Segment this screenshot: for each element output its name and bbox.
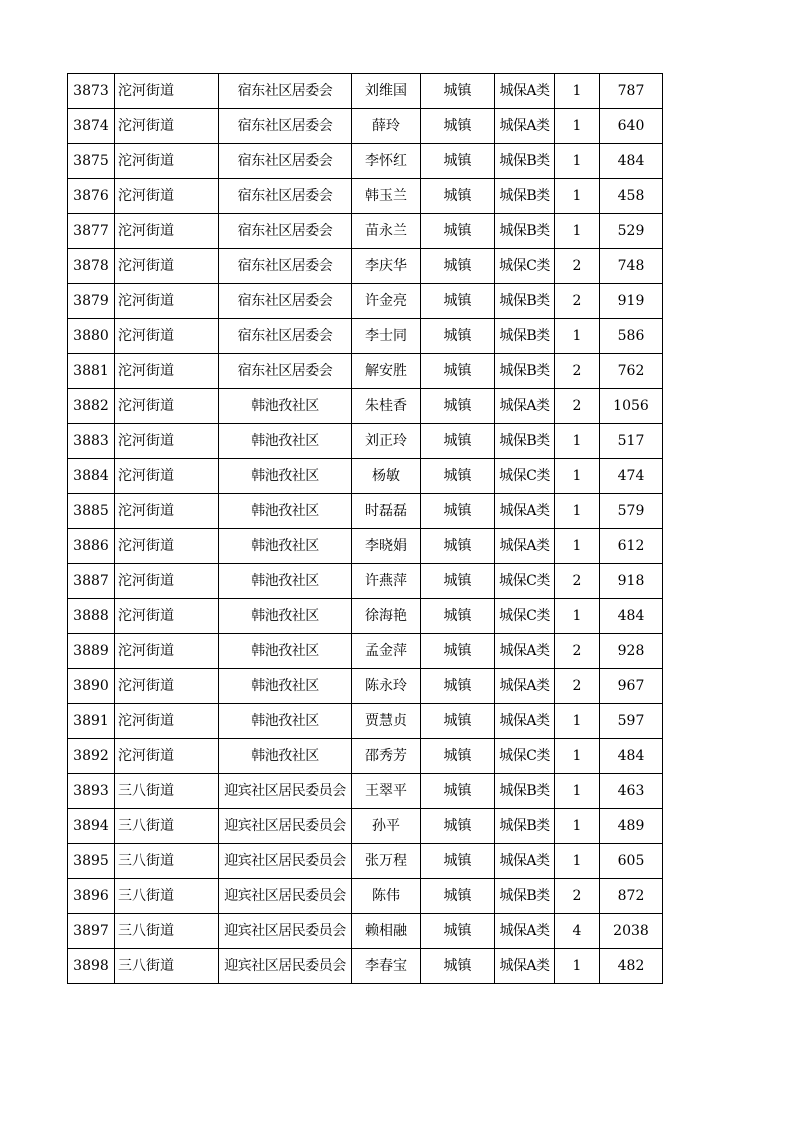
household-type-cell: 城镇 xyxy=(421,949,495,984)
count-cell: 1 xyxy=(555,774,600,809)
community-cell: 宿东社区居委会 xyxy=(219,249,352,284)
community-cell: 韩池孜社区 xyxy=(219,704,352,739)
street-cell: 沱河街道 xyxy=(115,494,219,529)
category-cell: 城保B类 xyxy=(495,774,555,809)
street-cell: 沱河街道 xyxy=(115,249,219,284)
street-cell: 沱河街道 xyxy=(115,319,219,354)
amount-cell: 474 xyxy=(600,459,663,494)
household-type-cell: 城镇 xyxy=(421,879,495,914)
category-cell: 城保B类 xyxy=(495,179,555,214)
household-type-cell: 城镇 xyxy=(421,634,495,669)
count-cell: 1 xyxy=(555,144,600,179)
category-cell: 城保A类 xyxy=(495,74,555,109)
table-row xyxy=(68,844,663,879)
category-cell: 城保B类 xyxy=(495,879,555,914)
category-cell: 城保C类 xyxy=(495,564,555,599)
household-type-cell: 城镇 xyxy=(421,809,495,844)
community-cell: 韩池孜社区 xyxy=(219,739,352,774)
row-number: 3878 xyxy=(68,249,115,284)
category-cell: 城保B类 xyxy=(495,424,555,459)
amount-cell: 517 xyxy=(600,424,663,459)
row-number: 3897 xyxy=(68,914,115,949)
table-row xyxy=(68,529,663,564)
amount-cell: 640 xyxy=(600,109,663,144)
row-number: 3884 xyxy=(68,459,115,494)
row-number: 3882 xyxy=(68,389,115,424)
amount-cell: 579 xyxy=(600,494,663,529)
name-cell: 薛玲 xyxy=(352,109,421,144)
name-cell: 赖相融 xyxy=(352,914,421,949)
household-type-cell: 城镇 xyxy=(421,599,495,634)
row-number: 3895 xyxy=(68,844,115,879)
community-cell: 韩池孜社区 xyxy=(219,564,352,599)
count-cell: 2 xyxy=(555,354,600,389)
row-number: 3880 xyxy=(68,319,115,354)
amount-cell: 482 xyxy=(600,949,663,984)
table-row xyxy=(68,109,663,144)
name-cell: 贾慧贞 xyxy=(352,704,421,739)
count-cell: 2 xyxy=(555,564,600,599)
row-number: 3898 xyxy=(68,949,115,984)
street-cell: 三八街道 xyxy=(115,774,219,809)
row-number: 3879 xyxy=(68,284,115,319)
category-cell: 城保B类 xyxy=(495,809,555,844)
table-row xyxy=(68,564,663,599)
category-cell: 城保A类 xyxy=(495,844,555,879)
table-row xyxy=(68,354,663,389)
community-cell: 迎宾社区居民委员会 xyxy=(219,774,352,809)
row-number: 3885 xyxy=(68,494,115,529)
household-type-cell: 城镇 xyxy=(421,914,495,949)
community-cell: 韩池孜社区 xyxy=(219,669,352,704)
street-cell: 沱河街道 xyxy=(115,599,219,634)
table-row xyxy=(68,424,663,459)
amount-cell: 484 xyxy=(600,144,663,179)
count-cell: 1 xyxy=(555,809,600,844)
street-cell: 沱河街道 xyxy=(115,634,219,669)
category-cell: 城保A类 xyxy=(495,914,555,949)
street-cell: 沱河街道 xyxy=(115,424,219,459)
name-cell: 徐海艳 xyxy=(352,599,421,634)
household-type-cell: 城镇 xyxy=(421,704,495,739)
community-cell: 宿东社区居委会 xyxy=(219,179,352,214)
table-row xyxy=(68,809,663,844)
household-type-cell: 城镇 xyxy=(421,774,495,809)
count-cell: 1 xyxy=(555,179,600,214)
category-cell: 城保A类 xyxy=(495,949,555,984)
community-cell: 宿东社区居委会 xyxy=(219,74,352,109)
amount-cell: 919 xyxy=(600,284,663,319)
row-number: 3896 xyxy=(68,879,115,914)
row-number: 3875 xyxy=(68,144,115,179)
street-cell: 三八街道 xyxy=(115,879,219,914)
count-cell: 1 xyxy=(555,459,600,494)
category-cell: 城保C类 xyxy=(495,249,555,284)
table-row xyxy=(68,949,663,984)
category-cell: 城保B类 xyxy=(495,354,555,389)
table-row xyxy=(68,389,663,424)
category-cell: 城保A类 xyxy=(495,634,555,669)
category-cell: 城保B类 xyxy=(495,144,555,179)
table-row xyxy=(68,74,663,109)
name-cell: 朱桂香 xyxy=(352,389,421,424)
name-cell: 刘维国 xyxy=(352,74,421,109)
name-cell: 苗永兰 xyxy=(352,214,421,249)
street-cell: 沱河街道 xyxy=(115,354,219,389)
row-number: 3887 xyxy=(68,564,115,599)
category-cell: 城保B类 xyxy=(495,319,555,354)
household-type-cell: 城镇 xyxy=(421,214,495,249)
table-row xyxy=(68,669,663,704)
street-cell: 沱河街道 xyxy=(115,389,219,424)
data-table xyxy=(67,73,663,984)
count-cell: 1 xyxy=(555,704,600,739)
count-cell: 2 xyxy=(555,669,600,704)
street-cell: 沱河街道 xyxy=(115,144,219,179)
table-row xyxy=(68,879,663,914)
household-type-cell: 城镇 xyxy=(421,144,495,179)
street-cell: 沱河街道 xyxy=(115,284,219,319)
community-cell: 韩池孜社区 xyxy=(219,459,352,494)
amount-cell: 762 xyxy=(600,354,663,389)
table-row xyxy=(68,284,663,319)
table-row xyxy=(68,634,663,669)
street-cell: 沱河街道 xyxy=(115,564,219,599)
name-cell: 时磊磊 xyxy=(352,494,421,529)
street-cell: 三八街道 xyxy=(115,949,219,984)
row-number: 3890 xyxy=(68,669,115,704)
name-cell: 陈伟 xyxy=(352,879,421,914)
category-cell: 城保C类 xyxy=(495,459,555,494)
table-row xyxy=(68,774,663,809)
row-number: 3873 xyxy=(68,74,115,109)
household-type-cell: 城镇 xyxy=(421,354,495,389)
community-cell: 韩池孜社区 xyxy=(219,424,352,459)
street-cell: 三八街道 xyxy=(115,809,219,844)
name-cell: 张万程 xyxy=(352,844,421,879)
category-cell: 城保C类 xyxy=(495,739,555,774)
row-number: 3894 xyxy=(68,809,115,844)
community-cell: 迎宾社区居民委员会 xyxy=(219,844,352,879)
table-row xyxy=(68,319,663,354)
amount-cell: 1056 xyxy=(600,389,663,424)
street-cell: 沱河街道 xyxy=(115,74,219,109)
street-cell: 三八街道 xyxy=(115,844,219,879)
community-cell: 宿东社区居委会 xyxy=(219,214,352,249)
table-row xyxy=(68,599,663,634)
table-row xyxy=(68,704,663,739)
count-cell: 1 xyxy=(555,844,600,879)
name-cell: 许燕萍 xyxy=(352,564,421,599)
name-cell: 李春宝 xyxy=(352,949,421,984)
amount-cell: 597 xyxy=(600,704,663,739)
table-row xyxy=(68,739,663,774)
row-number: 3888 xyxy=(68,599,115,634)
amount-cell: 872 xyxy=(600,879,663,914)
category-cell: 城保B类 xyxy=(495,214,555,249)
category-cell: 城保A类 xyxy=(495,704,555,739)
name-cell: 李晓娟 xyxy=(352,529,421,564)
category-cell: 城保A类 xyxy=(495,494,555,529)
amount-cell: 918 xyxy=(600,564,663,599)
household-type-cell: 城镇 xyxy=(421,424,495,459)
name-cell: 陈永玲 xyxy=(352,669,421,704)
row-number: 3883 xyxy=(68,424,115,459)
household-type-cell: 城镇 xyxy=(421,179,495,214)
amount-cell: 612 xyxy=(600,529,663,564)
row-number: 3889 xyxy=(68,634,115,669)
amount-cell: 787 xyxy=(600,74,663,109)
count-cell: 1 xyxy=(555,74,600,109)
row-number: 3877 xyxy=(68,214,115,249)
household-type-cell: 城镇 xyxy=(421,109,495,144)
household-type-cell: 城镇 xyxy=(421,389,495,424)
table-row xyxy=(68,144,663,179)
category-cell: 城保A类 xyxy=(495,529,555,564)
amount-cell: 458 xyxy=(600,179,663,214)
household-type-cell: 城镇 xyxy=(421,739,495,774)
amount-cell: 586 xyxy=(600,319,663,354)
row-number: 3874 xyxy=(68,109,115,144)
amount-cell: 967 xyxy=(600,669,663,704)
community-cell: 迎宾社区居民委员会 xyxy=(219,914,352,949)
name-cell: 孟金萍 xyxy=(352,634,421,669)
amount-cell: 2038 xyxy=(600,914,663,949)
community-cell: 宿东社区居委会 xyxy=(219,354,352,389)
count-cell: 1 xyxy=(555,949,600,984)
name-cell: 邵秀芳 xyxy=(352,739,421,774)
household-type-cell: 城镇 xyxy=(421,74,495,109)
table-row xyxy=(68,914,663,949)
community-cell: 韩池孜社区 xyxy=(219,599,352,634)
count-cell: 4 xyxy=(555,914,600,949)
name-cell: 杨敏 xyxy=(352,459,421,494)
count-cell: 2 xyxy=(555,634,600,669)
name-cell: 解安胜 xyxy=(352,354,421,389)
household-type-cell: 城镇 xyxy=(421,459,495,494)
community-cell: 韩池孜社区 xyxy=(219,494,352,529)
row-number: 3886 xyxy=(68,529,115,564)
household-type-cell: 城镇 xyxy=(421,529,495,564)
amount-cell: 489 xyxy=(600,809,663,844)
count-cell: 2 xyxy=(555,284,600,319)
amount-cell: 484 xyxy=(600,599,663,634)
category-cell: 城保B类 xyxy=(495,284,555,319)
table-row xyxy=(68,214,663,249)
count-cell: 1 xyxy=(555,424,600,459)
table-row xyxy=(68,494,663,529)
row-number: 3876 xyxy=(68,179,115,214)
row-number: 3891 xyxy=(68,704,115,739)
community-cell: 韩池孜社区 xyxy=(219,389,352,424)
household-type-cell: 城镇 xyxy=(421,284,495,319)
household-type-cell: 城镇 xyxy=(421,844,495,879)
category-cell: 城保A类 xyxy=(495,389,555,424)
count-cell: 2 xyxy=(555,879,600,914)
household-type-cell: 城镇 xyxy=(421,669,495,704)
name-cell: 李士同 xyxy=(352,319,421,354)
amount-cell: 484 xyxy=(600,739,663,774)
row-number: 3881 xyxy=(68,354,115,389)
community-cell: 宿东社区居委会 xyxy=(219,109,352,144)
amount-cell: 748 xyxy=(600,249,663,284)
household-type-cell: 城镇 xyxy=(421,319,495,354)
name-cell: 王翠平 xyxy=(352,774,421,809)
name-cell: 韩玉兰 xyxy=(352,179,421,214)
community-cell: 韩池孜社区 xyxy=(219,634,352,669)
community-cell: 宿东社区居委会 xyxy=(219,319,352,354)
row-number: 3893 xyxy=(68,774,115,809)
street-cell: 沱河街道 xyxy=(115,704,219,739)
street-cell: 沱河街道 xyxy=(115,214,219,249)
category-cell: 城保A类 xyxy=(495,669,555,704)
community-cell: 宿东社区居委会 xyxy=(219,144,352,179)
name-cell: 李庆华 xyxy=(352,249,421,284)
street-cell: 沱河街道 xyxy=(115,529,219,564)
amount-cell: 463 xyxy=(600,774,663,809)
count-cell: 1 xyxy=(555,214,600,249)
table-row xyxy=(68,249,663,284)
count-cell: 2 xyxy=(555,249,600,284)
row-number: 3892 xyxy=(68,739,115,774)
street-cell: 沱河街道 xyxy=(115,109,219,144)
street-cell: 沱河街道 xyxy=(115,179,219,214)
household-type-cell: 城镇 xyxy=(421,249,495,284)
amount-cell: 605 xyxy=(600,844,663,879)
name-cell: 刘正玲 xyxy=(352,424,421,459)
count-cell: 1 xyxy=(555,529,600,564)
household-type-cell: 城镇 xyxy=(421,564,495,599)
name-cell: 李怀红 xyxy=(352,144,421,179)
street-cell: 沱河街道 xyxy=(115,739,219,774)
table-body xyxy=(68,74,663,984)
count-cell: 1 xyxy=(555,494,600,529)
count-cell: 2 xyxy=(555,389,600,424)
street-cell: 三八街道 xyxy=(115,914,219,949)
table-row xyxy=(68,459,663,494)
amount-cell: 928 xyxy=(600,634,663,669)
count-cell: 1 xyxy=(555,599,600,634)
count-cell: 1 xyxy=(555,319,600,354)
community-cell: 迎宾社区居民委员会 xyxy=(219,879,352,914)
name-cell: 许金亮 xyxy=(352,284,421,319)
household-type-cell: 城镇 xyxy=(421,494,495,529)
community-cell: 韩池孜社区 xyxy=(219,529,352,564)
category-cell: 城保C类 xyxy=(495,599,555,634)
street-cell: 沱河街道 xyxy=(115,459,219,494)
street-cell: 沱河街道 xyxy=(115,669,219,704)
table-row xyxy=(68,179,663,214)
name-cell: 孙平 xyxy=(352,809,421,844)
amount-cell: 529 xyxy=(600,214,663,249)
community-cell: 迎宾社区居民委员会 xyxy=(219,809,352,844)
category-cell: 城保A类 xyxy=(495,109,555,144)
community-cell: 宿东社区居委会 xyxy=(219,284,352,319)
count-cell: 1 xyxy=(555,739,600,774)
community-cell: 迎宾社区居民委员会 xyxy=(219,949,352,984)
count-cell: 1 xyxy=(555,109,600,144)
